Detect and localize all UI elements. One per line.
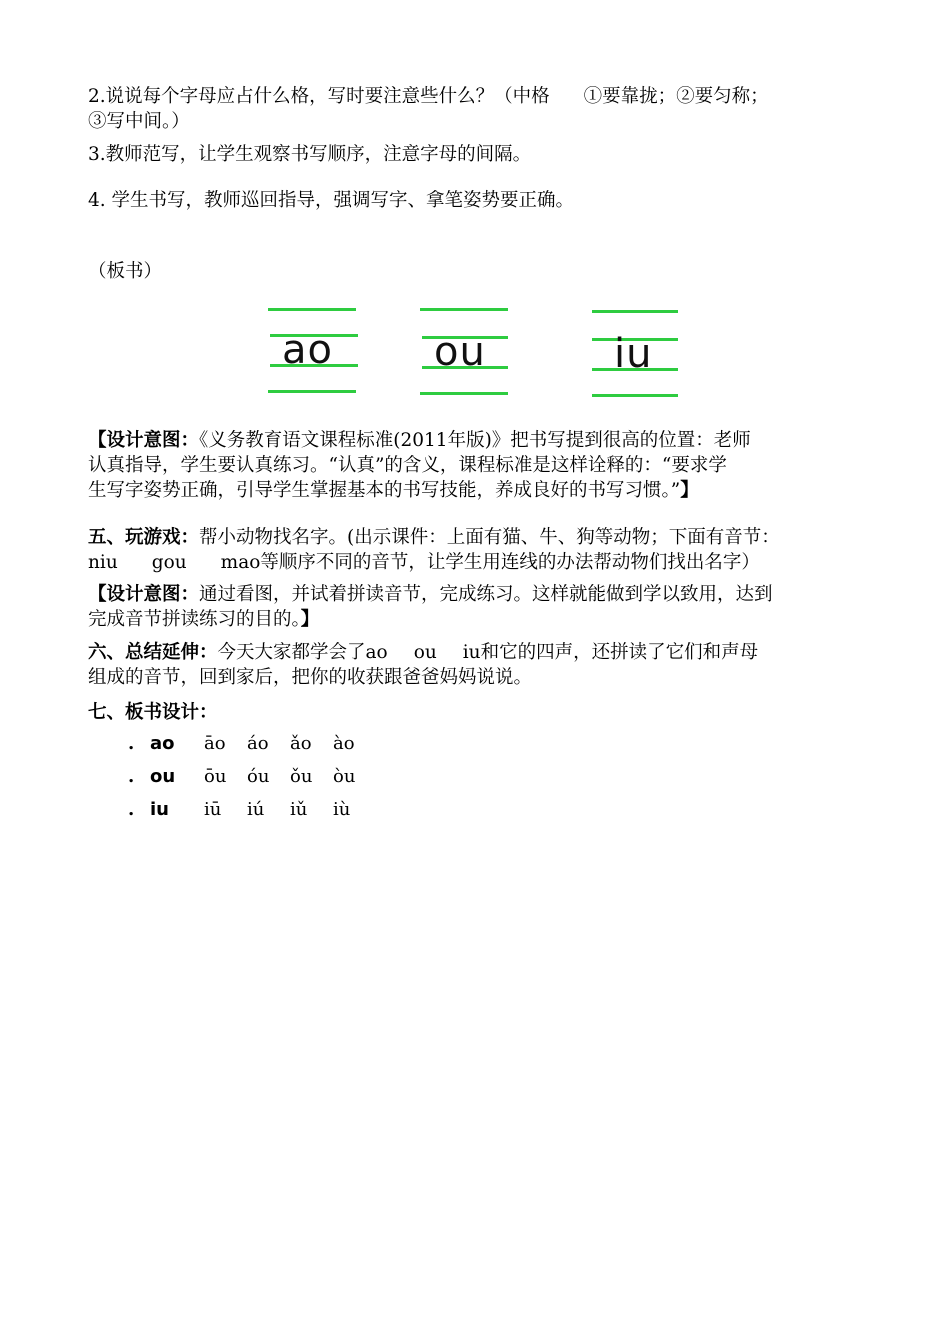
bracket-close: 】 <box>300 609 320 630</box>
bracket-close: 】 <box>680 480 699 501</box>
step-2-line-2: ③写中间。） <box>88 111 190 132</box>
step-2-text: 2.说说每个字母应占什么格，写时要注意些什么？（中格 <box>88 86 550 107</box>
design-intent-1-line-1 <box>88 428 751 453</box>
section-5-heading: 五、玩游戏： <box>88 527 200 548</box>
section-6-text: 今天大家都学会了 <box>217 642 366 663</box>
board-design-row-ao <box>128 733 376 755</box>
tone-1: āo <box>204 733 226 754</box>
syllable-ou: ou <box>413 642 437 663</box>
guide-line <box>268 390 356 393</box>
design-intent-2-line-1 <box>88 582 773 607</box>
row-bullet: . <box>128 733 135 754</box>
guide-line <box>420 308 508 311</box>
tone-2: iú <box>247 799 265 820</box>
section-6-line-2: 组成的音节，回到家后，把你的收获跟爸爸妈妈说说。 <box>88 667 533 688</box>
row-main: ou <box>150 766 176 787</box>
guide-line <box>420 392 508 395</box>
section-5-line-2 <box>88 550 760 575</box>
design-intent-text: 生写字姿势正确，引导学生掌握基本的书写技能，养成良好的书写习惯。” <box>88 480 681 501</box>
design-intent-text: 《义务教育语文课程标准(2011年版)》把书写提到很高的位置：老师 <box>199 430 751 451</box>
syllable-gou: gou <box>151 552 187 573</box>
section-7-heading: 七、板书设计： <box>88 702 218 723</box>
board-label: （板书） <box>88 261 163 282</box>
step-2-line-1 <box>88 84 769 109</box>
board-design-row-ou <box>128 766 376 788</box>
section-6-line-1 <box>88 640 758 665</box>
tone-1: iū <box>204 799 222 820</box>
syllable-iu: iu <box>462 642 481 663</box>
guide-line <box>592 310 678 313</box>
tone-2: áo <box>247 733 269 754</box>
guide-line <box>592 394 678 397</box>
tone-1: ōu <box>204 766 227 787</box>
tone-3: iǔ <box>290 799 308 820</box>
syllable-ao: ao <box>365 642 388 663</box>
step-3-line: 3.教师范写，让学生观察书写顺序，注意字母的间隔。 <box>88 144 532 165</box>
row-bullet: . <box>128 766 135 787</box>
section-5-line-1 <box>88 525 780 550</box>
tone-3: ǎo <box>290 733 312 754</box>
syllable-mao: mao <box>220 552 261 573</box>
design-intent-1-line-2: 认真指导，学生要认真练习。“认真”的含义，课程标准是这样诠释的：“要求学 <box>88 455 727 476</box>
design-intent-1-line-3 <box>88 478 699 503</box>
tone-4: ào <box>333 733 355 754</box>
row-main: ao <box>150 733 175 754</box>
tone-2: óu <box>247 766 270 787</box>
row-bullet: . <box>128 799 135 820</box>
pinyin-ou: ou <box>434 329 486 375</box>
section-5-text: 帮小动物找名字。(出示课件：上面有猫、牛、狗等动物；下面有音节： <box>199 527 780 548</box>
tone-4: iù <box>333 799 351 820</box>
design-intent-text: 通过看图，并试着拼读音节，完成练习。这样就能做到学以致用，达到 <box>199 584 773 605</box>
guide-line <box>268 308 356 311</box>
board-design-row-iu <box>128 799 376 821</box>
design-intent-2-line-2 <box>88 607 319 632</box>
syllable-niu: niu <box>88 552 118 573</box>
section-5-text: 等顺序不同的音节，让学生用连线的办法帮动物们找出名字） <box>260 552 760 573</box>
design-intent-label: 【设计意图： <box>88 430 200 451</box>
tone-3: ǒu <box>290 766 313 787</box>
row-main: iu <box>150 799 169 820</box>
section-6-text: 和它的四声，还拼读了它们和声母 <box>480 642 759 663</box>
step-4-line: 4. 学生书写，教师巡回指导，强调写字、拿笔姿势要正确。 <box>88 190 575 211</box>
design-intent-label: 【设计意图： <box>88 584 200 605</box>
pinyin-iu: iu <box>614 331 653 377</box>
step-2-points: ①要靠拢；②要匀称； <box>583 86 769 107</box>
section-6-heading: 六、总结延伸： <box>88 642 218 663</box>
pinyin-ao: ao <box>282 327 333 373</box>
design-intent-text: 完成音节拼读练习的目的。 <box>88 609 301 630</box>
tone-4: òu <box>333 766 356 787</box>
